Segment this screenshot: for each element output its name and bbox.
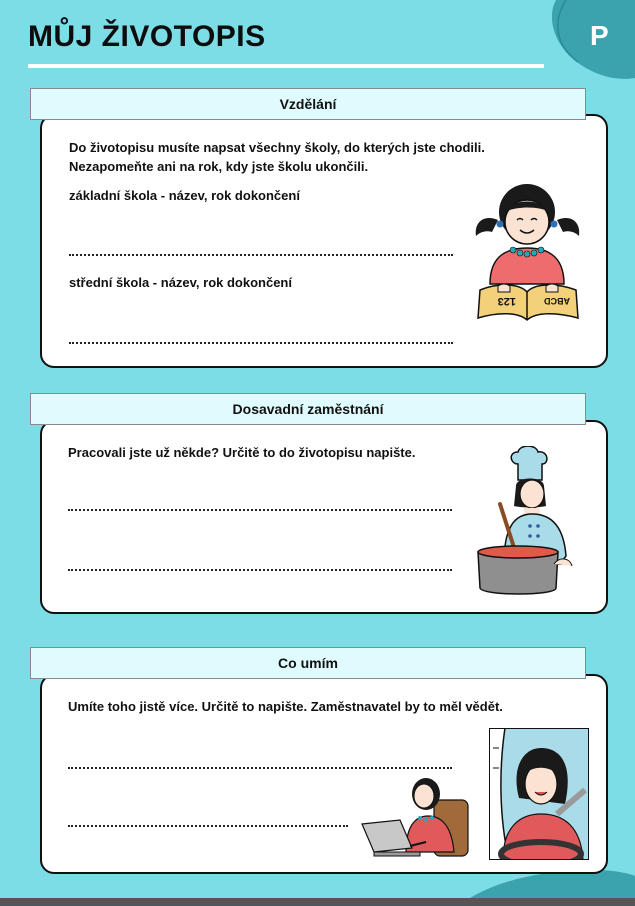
answer-line-secondary[interactable]	[69, 342, 453, 344]
section-header-employment: Dosavadní zaměstnání	[30, 393, 586, 425]
woman-driving-illustration	[489, 728, 589, 860]
title-underline	[28, 64, 544, 68]
answer-line-skills-1[interactable]	[68, 767, 452, 769]
section-header-skills: Co umím	[30, 647, 586, 679]
answer-line-skills-2[interactable]	[68, 825, 348, 827]
corner-letter: P	[590, 20, 609, 51]
answer-line-employment-2[interactable]	[68, 569, 452, 571]
girl-reading-illustration	[470, 178, 585, 326]
bottom-blob	[470, 870, 635, 898]
education-prompt-secondary: střední škola - název, rok dokončení	[69, 275, 292, 290]
book-right-text: ABCD	[544, 296, 570, 306]
answer-line-employment-1[interactable]	[68, 509, 452, 511]
employment-intro: Pracovali jste už někde? Určitě to do životopisu napište.	[68, 445, 416, 460]
section-header-education: Vzdělání	[30, 88, 586, 120]
page-title: MŮJ ŽIVOTOPIS	[28, 20, 266, 53]
answer-line-primary[interactable]	[69, 254, 453, 256]
woman-laptop-illustration	[360, 776, 470, 858]
book-left-text: 123	[497, 295, 516, 307]
skills-intro: Umíte toho jistě více. Určitě to napište. Zaměstnavatel by to měl vědět.	[68, 699, 503, 714]
education-intro: Do životopisu musíte napsat všechny školy, do kterých jste chodili. Nezapomeňte ani na rok, kdy jste školu ukončili.	[69, 140, 485, 174]
education-prompt-primary: základní škola - název, rok dokončení	[69, 188, 300, 203]
chef-illustration	[474, 446, 584, 598]
bottom-bar	[0, 898, 635, 906]
